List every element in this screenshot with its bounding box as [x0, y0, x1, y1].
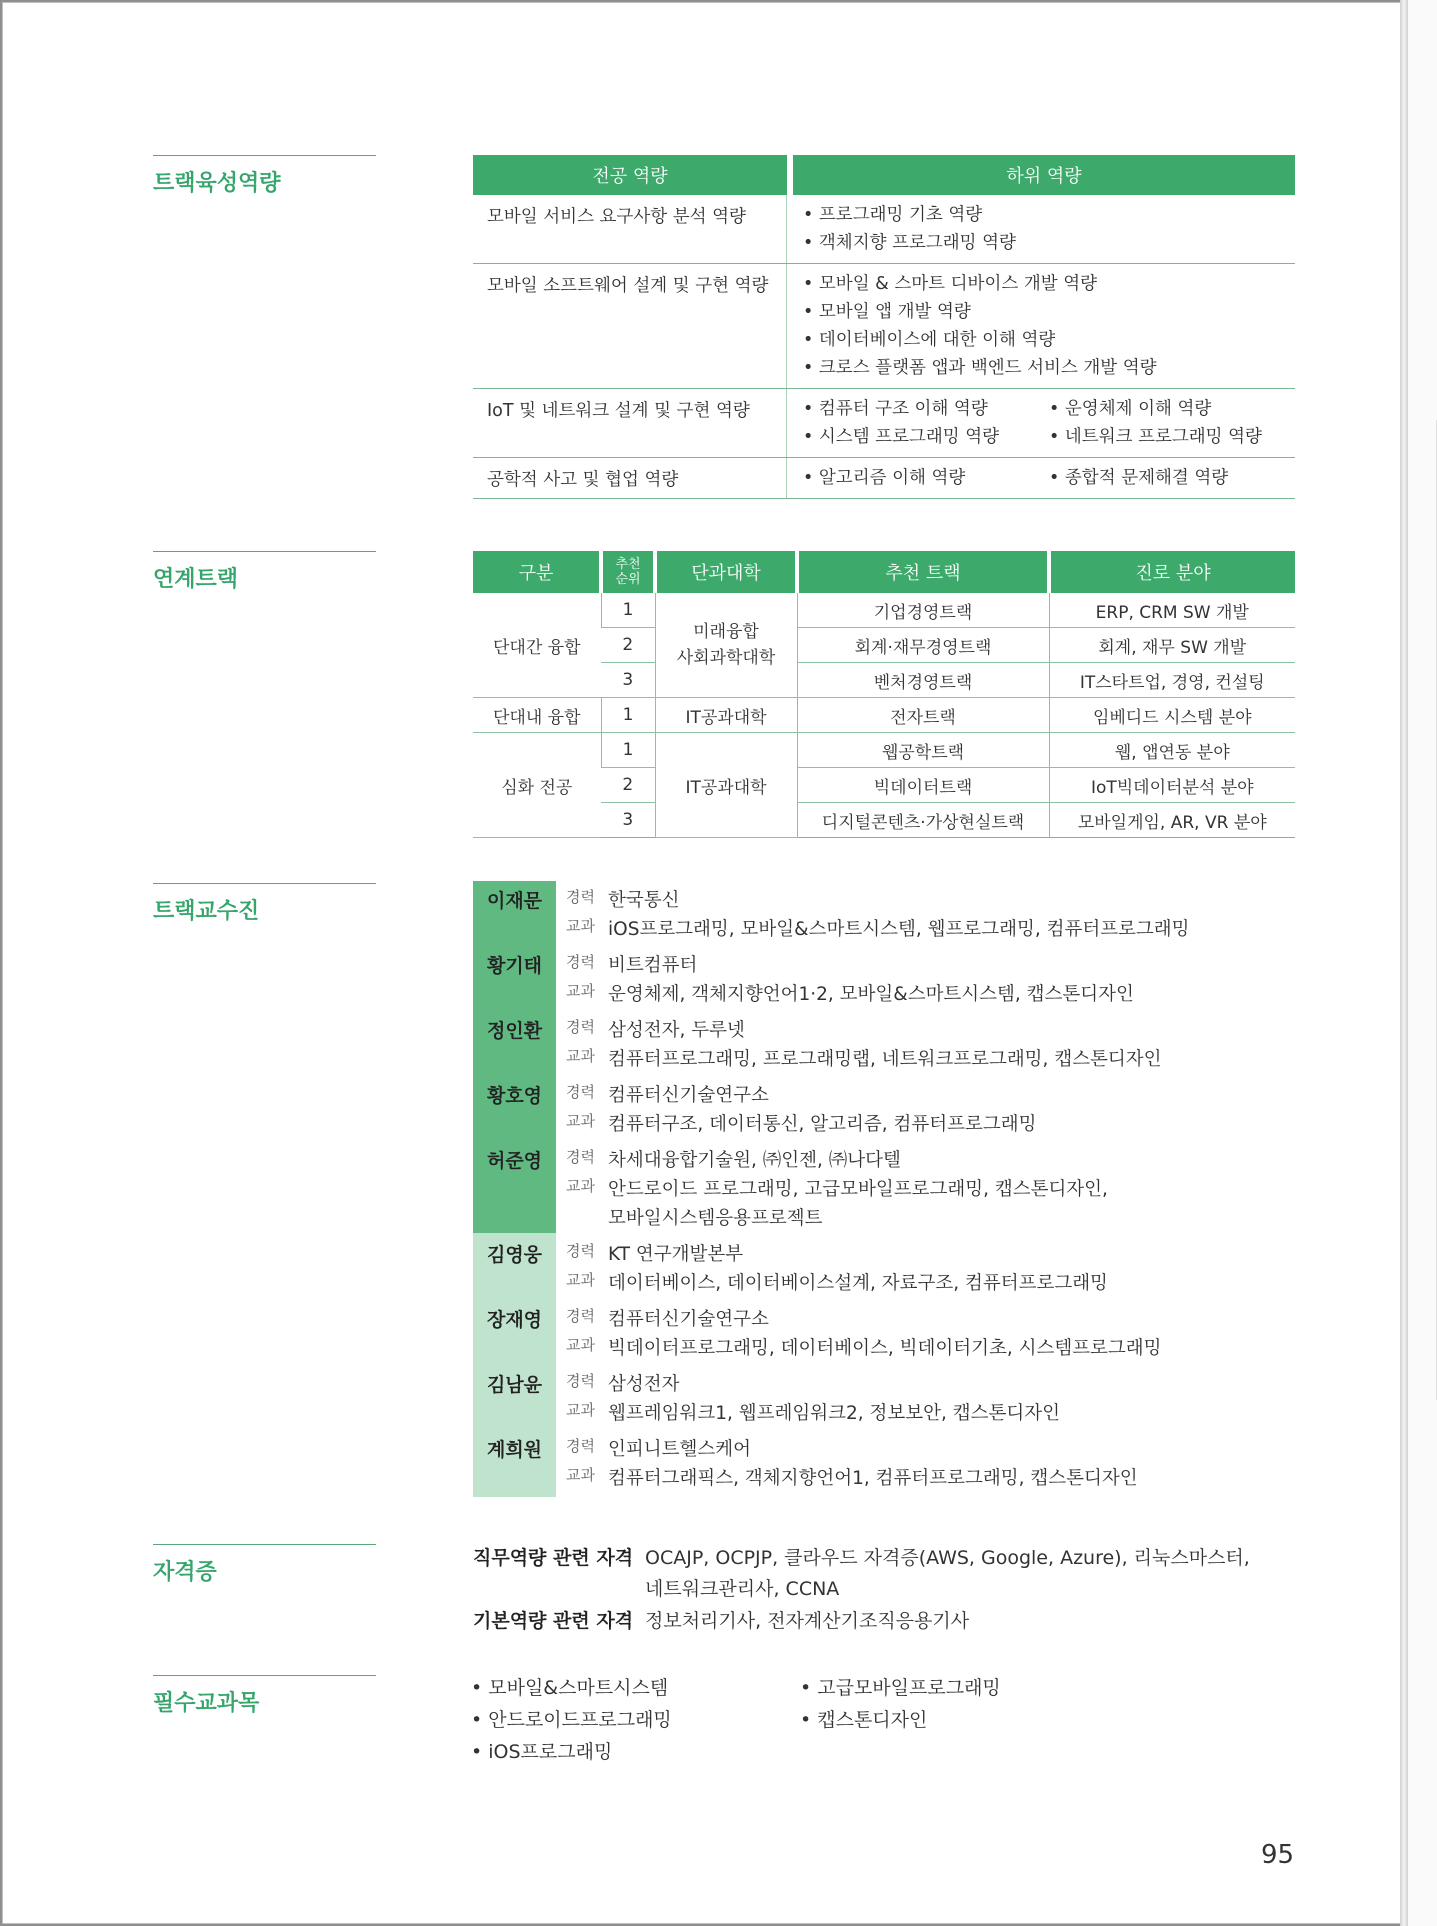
cert-job-label: 직무역량 관련 자격 [473, 1547, 634, 1569]
sub-item: • 크로스 플랫폼 앱과 백엔드 서비스 개발 역량 [803, 358, 1157, 378]
faculty-name: 황기태 [486, 955, 543, 977]
course-value: 안드로이드 프로그래밍, 고급모바일프로그래밍, 캡스톤디자인, [608, 1179, 1108, 1200]
career-value: 삼성전자 [608, 1374, 680, 1395]
career-line [566, 1081, 605, 1102]
competency-row [473, 389, 1295, 458]
cert-basic [473, 1606, 633, 1633]
career-line [566, 886, 605, 907]
rank-cell: 1 [601, 593, 655, 628]
faculty-name: 허준영 [486, 1150, 543, 1172]
sub-item: • 객체지향 프로그래밍 역량 [803, 233, 1016, 253]
college-cell: IT공과대학 [655, 698, 797, 733]
course-value: 웹프레임워크1, 웹프레임워크2, 정보보안, 캡스톤디자인 [608, 1403, 1060, 1424]
band-dark [473, 881, 556, 1233]
sub-item: • 모바일 & 스마트 디바이스 개발 역량 [803, 274, 1098, 294]
course-line [566, 1175, 605, 1196]
required-course-item: • 고급모바일프로그래밍 [800, 1677, 1001, 1699]
competency-row [473, 458, 1295, 499]
header-major-competency: 전공 역량 [473, 155, 787, 195]
rank-cell: 1 [601, 698, 655, 733]
faculty-name: 김영웅 [486, 1244, 543, 1266]
sub-competencies [793, 389, 1295, 457]
rank-cell: 3 [601, 663, 655, 698]
competency-table-header [473, 155, 1295, 195]
career-tag: 경력 [566, 1242, 595, 1260]
career-value: 컴퓨터신기술연구소 [608, 1309, 769, 1330]
cert-basic-label: 기본역량 관련 자격 [473, 1610, 634, 1632]
career-line [566, 1146, 605, 1167]
required-course-item: • iOS프로그래밍 [471, 1741, 613, 1763]
college-line1: 미래융합 [693, 622, 759, 642]
header-career: 진로 분야 [1049, 551, 1295, 593]
career-value: 한국통신 [608, 890, 680, 911]
competency-row [473, 264, 1295, 389]
course-tag: 교과 [566, 1271, 595, 1289]
section-title-faculty: 트랙교수진 [153, 883, 376, 925]
career-cell: 모바일게임, AR, VR 분야 [1049, 803, 1295, 838]
course-value: 컴퓨터그래픽스, 객체지향언어1, 컴퓨터프로그래밍, 캡스톤디자인 [608, 1468, 1138, 1489]
course-value: 컴퓨터프로그래밍, 프로그래밍랩, 네트워크프로그래밍, 캡스톤디자인 [608, 1049, 1162, 1070]
track-cell: 웹공학트랙 [797, 733, 1049, 768]
career-tag: 경력 [566, 1372, 595, 1390]
side-panel [1408, 0, 1437, 1926]
career-cell: IT스타트업, 경영, 컨설팅 [1049, 663, 1295, 698]
competency-row [473, 195, 1295, 264]
type-cell: 심화 전공 [473, 733, 601, 838]
course-value: 컴퓨터구조, 데이터통신, 알고리즘, 컴퓨터프로그래밍 [608, 1114, 1037, 1135]
course-line [566, 1334, 605, 1355]
faculty-name: 장재영 [486, 1309, 543, 1331]
sub-competencies [793, 195, 1295, 263]
course-line [566, 980, 605, 1001]
college-line2: 사회과학대학 [676, 648, 776, 668]
course-tag: 교과 [566, 1177, 595, 1195]
course-value: iOS프로그래밍, 모바일&스마트시스템, 웹프로그래밍, 컴퓨터프로그래밍 [608, 919, 1190, 940]
major-competency: 공학적 사고 및 협업 역량 [473, 458, 787, 498]
career-cell: IoT빅데이터분석 분야 [1049, 768, 1295, 803]
page-edge-shadow [1400, 0, 1408, 1926]
career-tag: 경력 [566, 953, 595, 971]
career-tag: 경력 [566, 1307, 595, 1325]
career-value: KT 연구개발본부 [608, 1244, 744, 1265]
sub-item: • 프로그래밍 기초 역량 [803, 205, 983, 225]
cert-job-value-line2: 네트워크관리사, CCNA [645, 1578, 840, 1600]
career-cell: 웹, 앱연동 분야 [1049, 733, 1295, 768]
major-competency: IoT 및 네트워크 설계 및 구현 역량 [473, 389, 787, 457]
career-line [566, 1305, 605, 1326]
page-number: 95 [1261, 1840, 1295, 1870]
track-cell: 전자트랙 [797, 698, 1049, 733]
career-tag: 경력 [566, 1018, 595, 1036]
sub-item: • 데이터베이스에 대한 이해 역량 [803, 330, 1056, 350]
rank-cell: 2 [601, 628, 655, 663]
section-title-required: 필수교과목 [153, 1675, 376, 1717]
sub-item: • 컴퓨터 구조 이해 역량 [803, 399, 988, 419]
career-cell: 회계, 재무 SW 개발 [1049, 628, 1295, 663]
career-value: 차세대융합기술원, ㈜인젠, ㈜나다텔 [608, 1150, 901, 1171]
header-sub-competency: 하위 역량 [793, 155, 1295, 195]
sub-item: • 종합적 문제해결 역량 [1049, 468, 1229, 488]
sub-item: • 시스템 프로그래밍 역량 [803, 427, 1000, 447]
career-cell: 임베디드 시스템 분야 [1049, 698, 1295, 733]
rank-cell: 1 [601, 733, 655, 768]
rank-cell: 2 [601, 768, 655, 803]
sub-item: • 알고리즘 이해 역량 [803, 468, 966, 488]
table-row [473, 698, 1295, 733]
cert-job [473, 1543, 633, 1570]
course-line [566, 915, 605, 936]
career-line [566, 1016, 605, 1037]
required-course-item: • 캡스톤디자인 [800, 1709, 928, 1731]
section-title-competency: 트랙육성역량 [153, 155, 376, 197]
major-competency: 모바일 소프트웨어 설계 및 구현 역량 [473, 264, 787, 388]
header-type: 구분 [473, 551, 601, 593]
career-tag: 경력 [566, 888, 595, 906]
course-line [566, 1110, 605, 1131]
course-tag: 교과 [566, 982, 595, 1000]
college-cell [655, 593, 797, 698]
track-cell: 디지털콘텐츠·가상현실트랙 [797, 803, 1049, 838]
course-value: 데이터베이스, 데이터베이스설계, 자료구조, 컴퓨터프로그래밍 [608, 1273, 1108, 1294]
career-value: 비트컴퓨터 [608, 955, 698, 976]
table-row [473, 733, 1295, 768]
career-line [566, 1240, 605, 1261]
college-cell: IT공과대학 [655, 733, 797, 838]
career-value: 인피니트헬스케어 [608, 1439, 751, 1460]
career-cell: ERP, CRM SW 개발 [1049, 593, 1295, 628]
faculty-name: 정인환 [486, 1020, 543, 1042]
sub-competencies [793, 458, 1295, 498]
course-value: 운영체제, 객체지향언어1·2, 모바일&스마트시스템, 캡스톤디자인 [608, 984, 1134, 1005]
sub-item: • 모바일 앱 개발 역량 [803, 302, 971, 322]
career-line [566, 1435, 605, 1456]
sub-competencies [793, 264, 1295, 388]
cert-job-value-line1: OCAJP, OCPJP, 클라우드 자격증(AWS, Google, Azure), 리눅스마스터, [645, 1547, 1250, 1569]
cert-basic-value: 정보처리기사, 전자계산기조직응용기사 [645, 1610, 970, 1632]
career-tag: 경력 [566, 1083, 595, 1101]
document-page [2, 2, 1402, 1924]
sub-item: • 네트워크 프로그래밍 역량 [1049, 427, 1262, 447]
course-line [566, 1464, 605, 1485]
required-course-item: • 안드로이드프로그래밍 [471, 1709, 672, 1731]
table-row [473, 593, 1295, 628]
career-value: 컴퓨터신기술연구소 [608, 1085, 769, 1106]
career-value: 삼성전자, 두루넷 [608, 1020, 745, 1041]
course-line [566, 1399, 605, 1420]
course-line [566, 1045, 605, 1066]
track-cell: 벤처경영트랙 [797, 663, 1049, 698]
course-tag: 교과 [566, 1466, 595, 1484]
major-competency: 모바일 서비스 요구사항 분석 역량 [473, 195, 787, 263]
course-tag: 교과 [566, 1047, 595, 1065]
header-rank-line2: 순위 [615, 572, 641, 587]
career-tag: 경력 [566, 1148, 595, 1166]
faculty-name: 이재문 [486, 890, 543, 912]
faculty-name: 김남윤 [486, 1374, 543, 1396]
career-tag: 경력 [566, 1437, 595, 1455]
course-tag: 교과 [566, 1112, 595, 1130]
section-title-certs: 자격증 [153, 1544, 376, 1586]
section-title-linked: 연계트랙 [153, 551, 376, 593]
career-line [566, 951, 605, 972]
course-value: 빅데이터프로그래밍, 데이터베이스, 빅데이터기초, 시스템프로그래밍 [608, 1338, 1162, 1359]
linked-table-header [473, 551, 1295, 593]
course-tag: 교과 [566, 917, 595, 935]
career-line [566, 1370, 605, 1391]
required-course-item: • 모바일&스마트시스템 [471, 1677, 669, 1699]
competency-table [473, 155, 1295, 499]
course-line [566, 1269, 605, 1290]
rank-cell: 3 [601, 803, 655, 838]
track-cell: 빅데이터트랙 [797, 768, 1049, 803]
course-value: 모바일시스템응용프로젝트 [608, 1208, 823, 1229]
header-track: 추천 트랙 [797, 551, 1049, 593]
track-cell: 기업경영트랙 [797, 593, 1049, 628]
header-rank [601, 551, 655, 593]
linked-track-table [473, 551, 1295, 838]
sub-item: • 운영체제 이해 역량 [1049, 399, 1212, 419]
faculty-name: 계희원 [486, 1439, 543, 1461]
type-cell: 단대간 융합 [473, 593, 601, 698]
type-cell: 단대내 융합 [473, 698, 601, 733]
course-tag: 교과 [566, 1336, 595, 1354]
course-tag: 교과 [566, 1401, 595, 1419]
faculty-name: 황호영 [486, 1085, 543, 1107]
header-college: 단과대학 [655, 551, 797, 593]
header-rank-line1: 추천 [615, 557, 641, 572]
track-cell: 회계·재무경영트랙 [797, 628, 1049, 663]
